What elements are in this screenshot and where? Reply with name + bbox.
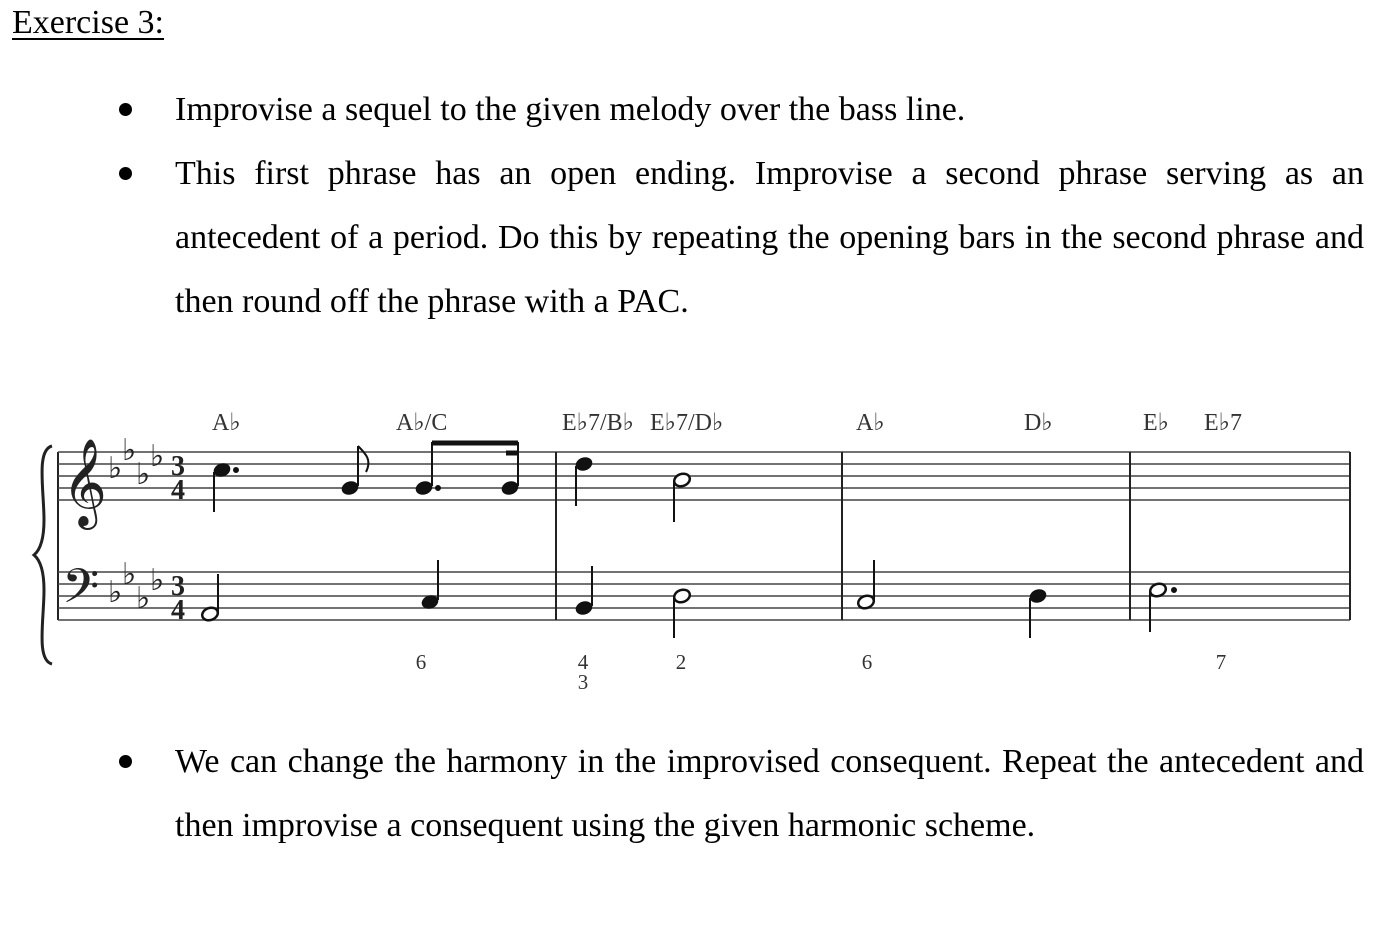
figure: 4 xyxy=(577,650,589,674)
figure: 2 xyxy=(675,650,687,674)
chord-symbol: D♭ xyxy=(1024,410,1053,436)
note xyxy=(340,480,359,497)
bass-clef-icon: 𝄢 xyxy=(62,558,100,626)
treble-staff xyxy=(58,452,1350,500)
chord-symbol: E♭7/D♭ xyxy=(650,410,724,436)
note xyxy=(1028,588,1047,605)
key-signature xyxy=(108,433,164,616)
note xyxy=(500,480,519,497)
figure: 7 xyxy=(1215,650,1227,674)
note xyxy=(574,600,593,617)
bullet-icon xyxy=(119,167,132,180)
svg-text:4: 4 xyxy=(171,595,185,626)
svg-text:♭: ♭ xyxy=(108,575,123,610)
note xyxy=(414,480,433,497)
instruction-item xyxy=(175,730,1364,858)
treble-clef-icon: 𝄞 xyxy=(62,437,107,526)
note xyxy=(672,472,691,489)
figure: 6 xyxy=(415,650,427,674)
exercise-heading: Exercise 3: xyxy=(12,4,164,41)
svg-text:♭: ♭ xyxy=(122,433,137,468)
chord-symbol: A♭/C xyxy=(396,410,448,436)
chord-symbols xyxy=(212,410,1242,436)
chord-symbol: A♭ xyxy=(212,410,241,436)
bullet-icon xyxy=(119,755,132,768)
brace xyxy=(34,446,52,664)
svg-text:3: 3 xyxy=(171,571,185,602)
instruction-text: We can change the harmony in the improvised consequent. Repeat the antecedent and then improvise a consequent using the given harmonic scheme. xyxy=(175,743,1364,844)
svg-text:♭: ♭ xyxy=(122,557,137,592)
bullet-icon xyxy=(119,103,132,116)
instruction-item xyxy=(175,142,1364,334)
chord-symbol: E♭ xyxy=(1143,410,1169,436)
melody-notes xyxy=(212,442,691,522)
svg-text:3: 3 xyxy=(171,451,185,482)
figured-bass xyxy=(416,650,1227,694)
svg-text:♭: ♭ xyxy=(108,451,123,486)
chord-symbol: E♭7 xyxy=(1204,410,1242,436)
note xyxy=(672,588,691,605)
time-signature xyxy=(171,451,185,626)
svg-text:♭: ♭ xyxy=(150,563,165,598)
svg-text:4: 4 xyxy=(171,475,185,506)
svg-text:♭: ♭ xyxy=(150,439,165,474)
figure: 6 xyxy=(861,650,873,674)
note xyxy=(574,456,593,473)
instruction-text: This first phrase has an open ending. Improvise a second phrase serving as an antecedent of a period. Do this by repeating the opening bars in the second phrase and then round off the phrase with a PAC. xyxy=(175,155,1364,320)
figure: 3 xyxy=(577,670,589,694)
svg-text:♭: ♭ xyxy=(136,457,151,492)
chord-symbol: E♭7/B♭ xyxy=(562,410,634,436)
svg-text:♭: ♭ xyxy=(136,581,151,616)
instruction-item xyxy=(175,78,1364,142)
instruction-text: Improvise a sequel to the given melody over the bass line. xyxy=(175,91,966,128)
chord-symbol: A♭ xyxy=(856,410,885,436)
music-score xyxy=(0,390,1376,700)
